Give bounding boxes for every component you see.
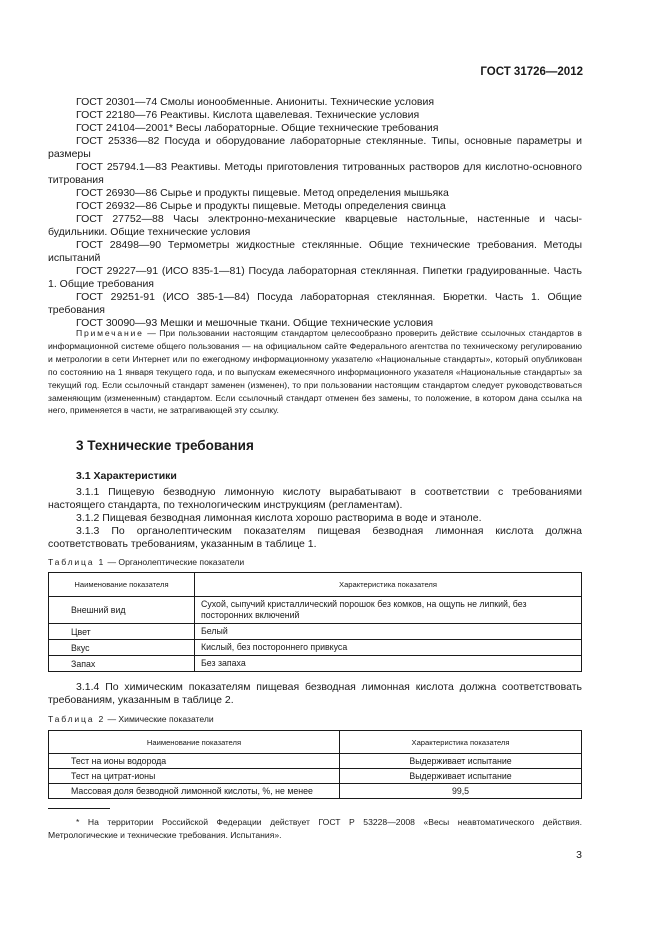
reference-item: ГОСТ 25794.1—83 Реактивы. Методы приготовления титрованных растворов для кислотно-основного титрования (48, 161, 582, 186)
paragraph-3-1-3: 3.1.3 По органолептическим показателям пищевая безводная лимонная кислота должна соответствовать требованиям, указанным в таблице 1. (48, 525, 582, 550)
table-row (49, 769, 582, 784)
table2-caption (48, 714, 214, 724)
reference-item: ГОСТ 24104—2001* Весы лабораторные. Общие технические требования (76, 122, 439, 134)
reference-item: ГОСТ 29227—91 (ИСО 835-1—81) Посуда лабораторная стеклянная. Пипетки градуированные. Часть 1. Общие требования (48, 265, 582, 290)
table-cell: Выдерживает испытание (340, 754, 582, 769)
subsection-3-1-title: 3.1 Характеристики (76, 470, 177, 482)
table-cell: Тест на цитрат-ионы (49, 769, 340, 784)
table-cell: Кислый, без постороннего привкуса (195, 640, 582, 656)
table2-caption-text: — Химические показатели (105, 714, 214, 724)
table-cell: Запах (49, 656, 195, 672)
paragraph-3-1-4: 3.1.4 По химическим показателям пищевая безводная лимонная кислота должна соответствовать требованиям, указанным в таблице 2. (48, 681, 582, 706)
note-text: — При пользовании настоящим стандартом целесообразно проверить действие ссылочных стандартов в информационной системе общего пользования — на официальном сайте Федерального агентства по техническому регулированию и метрологии в сети Интернет или по ежегодному информационному указателю «Национальные стандарты», который опубликован по состоянию на 1 января текущего года, и по выпускам ежемесячного информационного указателя «Национальные стандарты» за текущий год. Если ссылочный стандарт заменен (изменен), то при пользовании настоящим стандартом следует руководствоваться заменяющим (измененным) стандартом. Если ссылочный стандарт отменен без замены, то положение, в котором дана ссылка на него, применяется в части, не затрагивающей эту ссылку. (48, 328, 582, 416)
table-cell: Без запаха (195, 656, 582, 672)
table-header-cell: Наименование показателя (49, 731, 340, 754)
table-cell: Вкус (49, 640, 195, 656)
table-header-cell: Характеристика показателя (195, 573, 582, 597)
table1-caption-text: — Органолептические показатели (105, 557, 245, 567)
table-header-row (49, 573, 582, 597)
page-number: 3 (576, 849, 582, 861)
table1-caption-lead: Таблица 1 (48, 557, 106, 567)
reference-list (48, 96, 582, 330)
reference-item: ГОСТ 29251-91 (ИСО 385-1—84) Посуда лабораторная стеклянная. Бюретки. Часть 1. Общие требования (48, 291, 582, 316)
reference-item: ГОСТ 22180—76 Реактивы. Кислота щавелевая. Технические условия (76, 109, 420, 121)
table-row (49, 784, 582, 799)
table-cell: Сухой, сыпучий кристаллический порошок без комков, на ощупь не липкий, без посторонних включений (195, 597, 582, 624)
table1-organoleptic (48, 572, 582, 672)
reference-item: ГОСТ 20301—74 Смолы ионообменные. Аниониты. Технические условия (76, 96, 435, 108)
table-row (49, 656, 582, 672)
table-cell: 99,5 (340, 784, 582, 799)
table-row (49, 754, 582, 769)
table-cell: Цвет (49, 624, 195, 640)
table1-caption (48, 557, 244, 567)
reference-item: ГОСТ 27752—88 Часы электронно-механические кварцевые настольные, настенные и часы-будильники. Общие технические условия (48, 213, 582, 238)
table-header-cell: Характеристика показателя (340, 731, 582, 754)
paragraph-3-1-2: 3.1.2 Пищевая безводная лимонная кислота хорошо растворима в воде и этаноле. (76, 512, 482, 524)
section-3-title: 3 Технические требования (76, 438, 254, 453)
table-cell: Массовая доля безводной лимонной кислоты, %, не менее (49, 784, 340, 799)
table-header-cell: Наименование показателя (49, 573, 195, 597)
table-header-row (49, 731, 582, 754)
reference-item: ГОСТ 30090—93 Мешки и мешочные ткани. Общие технические условия (76, 317, 434, 329)
reference-item: ГОСТ 26932—86 Сырье и продукты пищевые. Методы определения свинца (76, 200, 446, 212)
document-header: ГОСТ 31726—2012 (480, 66, 583, 78)
reference-item: ГОСТ 25336—82 Посуда и оборудование лабораторные стеклянные. Типы, основные параметры и размеры (48, 135, 582, 160)
paragraph-3-1-1: 3.1.1 Пищевую безводную лимонную кислоту вырабатывают в соответствии с требованиями настоящего стандарта, по технологическим инструкциям (регламентам). (48, 486, 582, 511)
table-row (49, 640, 582, 656)
table-cell: Выдерживает испытание (340, 769, 582, 784)
note-paragraph (48, 327, 582, 417)
table2-caption-lead: Таблица 2 (48, 714, 106, 724)
table-row (49, 624, 582, 640)
footnote: * На территории Российской Федерации действует ГОСТ Р 53228—2008 «Весы неавтоматического действия. Метрологические и технические требования. Испытания». (48, 817, 582, 840)
table-cell: Тест на ионы водорода (49, 754, 340, 769)
reference-item: ГОСТ 26930—86 Сырье и продукты пищевые. Метод определения мышьяка (76, 187, 449, 199)
table-cell: Внешний вид (49, 597, 195, 624)
table-row (49, 597, 582, 624)
table2-chemical (48, 730, 582, 799)
footnote-divider (48, 808, 110, 809)
table-cell: Белый (195, 624, 582, 640)
note-lead: Примечание (76, 328, 144, 338)
reference-item: ГОСТ 28498—90 Термометры жидкостные стеклянные. Общие технические требования. Методы испытаний (48, 239, 582, 264)
